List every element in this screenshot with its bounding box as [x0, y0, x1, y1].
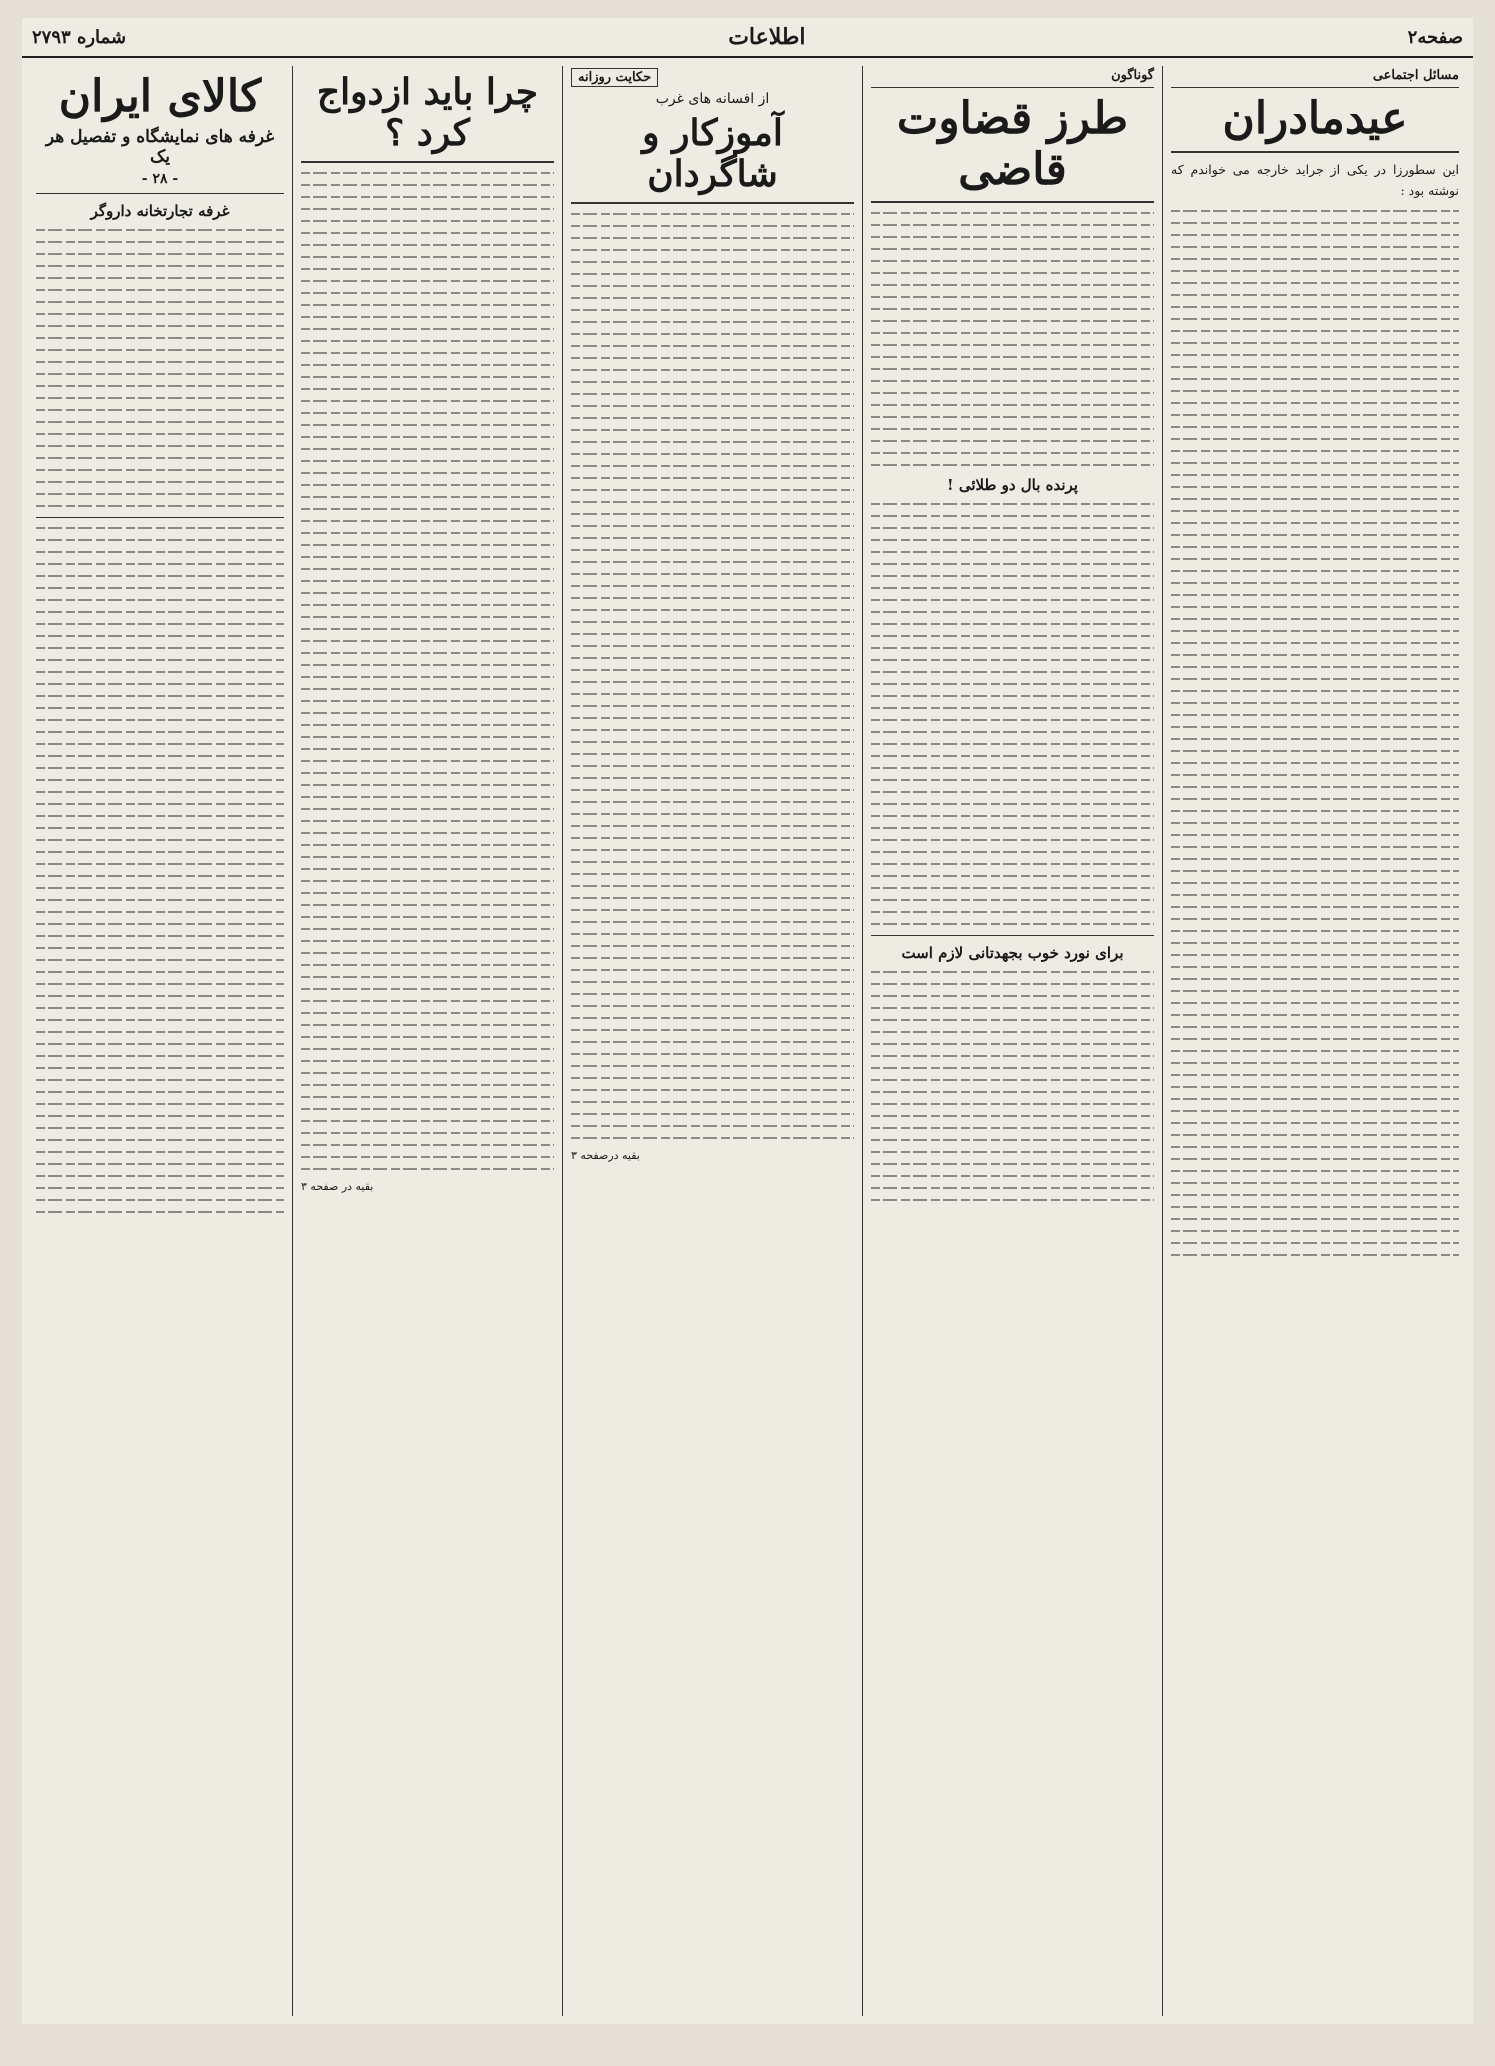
column-teacher — [562, 66, 862, 2016]
divider — [571, 202, 854, 204]
newspaper-name: اطلاعات — [728, 24, 806, 50]
article-body-text — [571, 213, 854, 1139]
article-body-text — [871, 503, 1154, 925]
subheading-good-light: برای نورد خوب بجهدتانی لازم است — [901, 944, 1124, 963]
column-mothers-day — [1162, 66, 1467, 2016]
column-iran-goods — [28, 66, 292, 2016]
article-body-text — [36, 229, 284, 507]
headline-marriage: چرا باید ازدواج کرد ؟ — [316, 71, 539, 155]
column-marriage — [292, 66, 562, 2016]
page-number: صفحه۲ — [1407, 26, 1463, 48]
article-body-text — [871, 212, 1154, 466]
section-label: مسائل اجتماعی — [1171, 66, 1459, 88]
subheading-exhibition: غرفه های نمایشگاه و تفصیل هر یک — [45, 126, 275, 167]
section-label: حکایت روزانه — [571, 68, 658, 87]
subheading-golden-bird: پرنده بال دو طلائی ! — [947, 476, 1078, 495]
item-title: غرفه تجارتخانه داروگر — [90, 201, 230, 220]
article-body-text — [1171, 210, 1459, 2016]
headline-iran-goods: کالای ایران — [58, 71, 262, 122]
continued-note: بقیه در صفحه ۳ — [301, 1179, 374, 1193]
article-lead: این سطورزا در یکی از جراید خارجه می خواندم که نوشته بود : — [1171, 161, 1459, 198]
divider — [36, 517, 284, 518]
series-number: - ۲۸ - — [141, 170, 179, 187]
headline-mothers-day: عیدمادران — [1222, 93, 1408, 144]
masthead — [22, 18, 1473, 58]
kicker: از افسانه های غرب — [655, 91, 770, 107]
divider — [1171, 151, 1459, 153]
article-body-text — [301, 172, 554, 1170]
divider — [871, 935, 1154, 936]
column-judge — [862, 66, 1162, 2016]
issue-number: شماره ۲۷۹۳ — [32, 26, 127, 48]
divider — [36, 193, 284, 194]
article-body-text — [36, 527, 284, 1213]
columns — [28, 66, 1467, 2016]
divider — [301, 161, 554, 163]
headline-teacher: آموزکار و شاگردان — [642, 112, 783, 196]
newspaper-page — [22, 18, 1473, 2024]
section-label: گوناگون — [871, 66, 1154, 88]
continued-note: بقیه درصفحه ۳ — [571, 1148, 640, 1162]
headline-judge: طرز قضاوت قاضی — [896, 93, 1129, 195]
article-body-text — [871, 971, 1154, 1201]
divider — [871, 201, 1154, 203]
